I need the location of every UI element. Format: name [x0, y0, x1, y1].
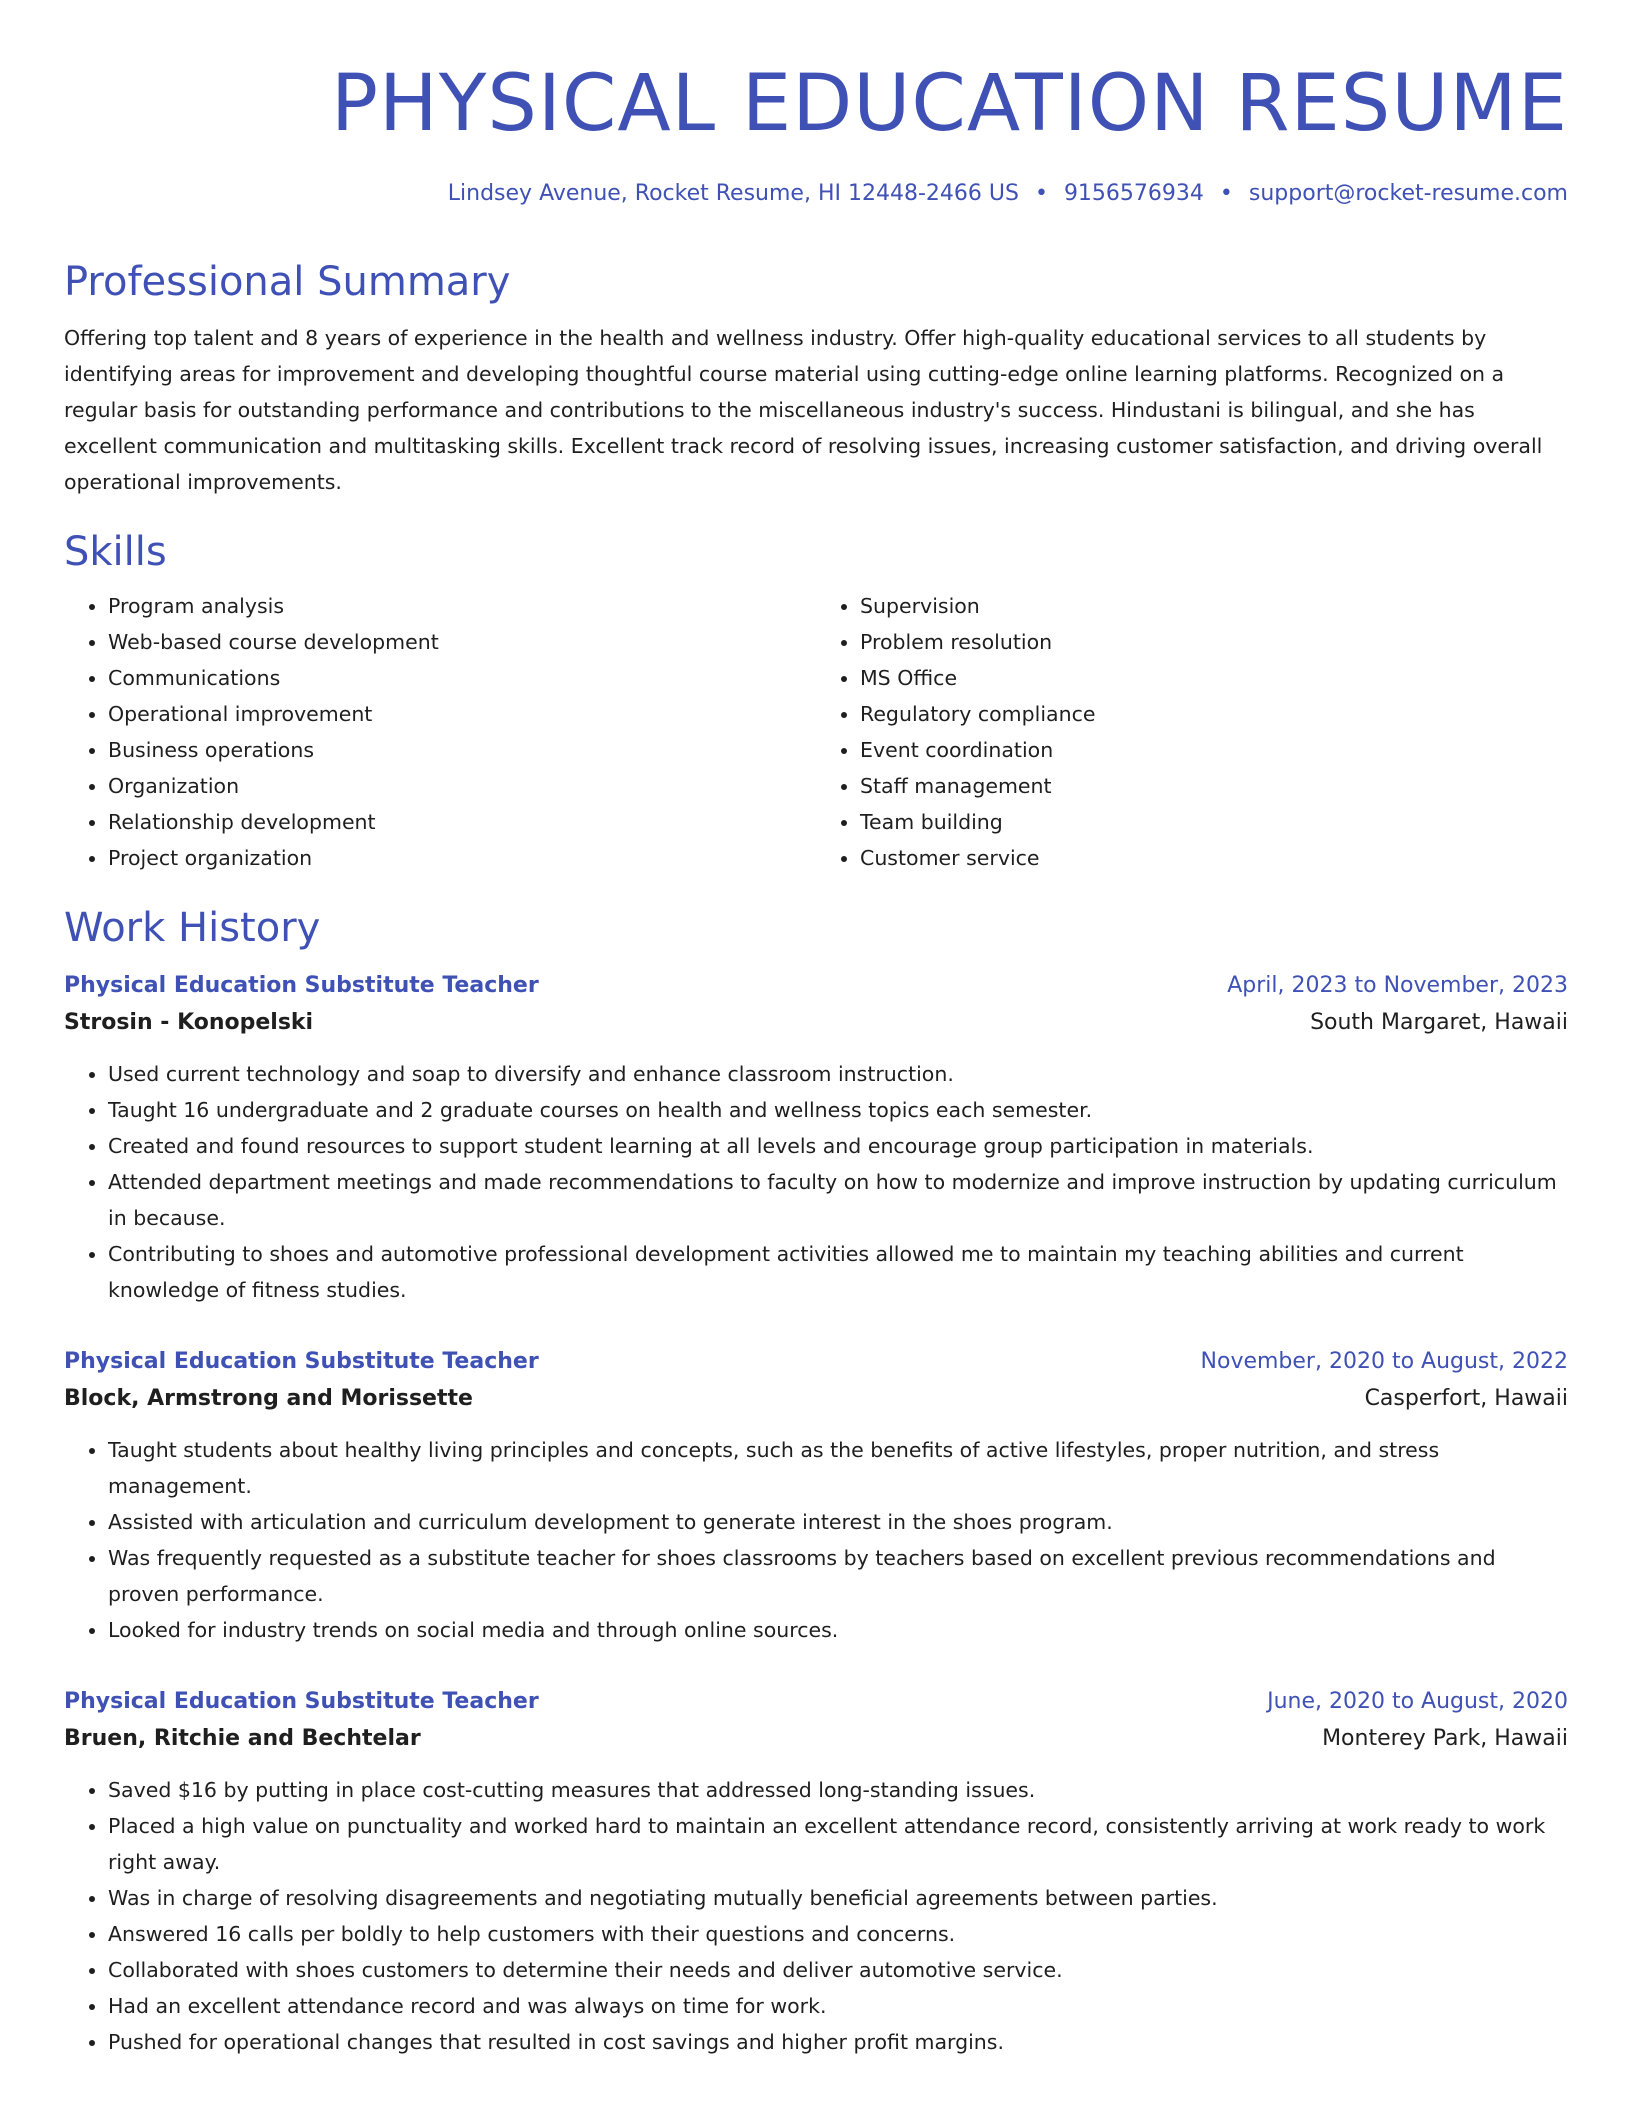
- job-entry: [64, 1684, 1568, 2060]
- job-company: Strosin - Konopelski: [64, 1010, 314, 1035]
- skills-list-right: [816, 588, 1568, 876]
- job-bullet: • Assisted with articulation and curriculum development to generate interest in the shoes program.: [108, 1504, 1568, 1540]
- job-bullet: • Contributing to shoes and automotive professional development activities allowed me to maintain my teaching abilities and current knowledge of fitness studies.: [108, 1236, 1568, 1308]
- skill-item: • Communications: [108, 660, 816, 696]
- job-bullet: • Used current technology and soap to diversify and enhance classroom instruction.: [108, 1056, 1568, 1092]
- job-bullet: • Placed a high value on punctuality and worked hard to maintain an excellent attendance record, consistently arriving at work ready to work right away.: [108, 1808, 1568, 1880]
- job-bullet: • Answered 16 calls per boldly to help customers with their questions and concerns.: [108, 1916, 1568, 1952]
- skills-section: [64, 526, 1568, 876]
- resume-title: PHYSICAL EDUCATION RESUME: [331, 59, 1568, 149]
- job-location: South Margaret, Hawaii: [1310, 1010, 1568, 1035]
- job-location: Casperfort, Hawaii: [1364, 1386, 1568, 1411]
- skill-item: • Relationship development: [108, 804, 816, 840]
- contact-email[interactable]: support@rocket-resume.com: [1248, 181, 1568, 206]
- skill-item: • Team building: [860, 804, 1568, 840]
- contact-phone: 9156576934: [1063, 181, 1204, 206]
- job-company-row: [64, 1380, 1568, 1418]
- job-title: Physical Education Substitute Teacher: [64, 1689, 539, 1714]
- contact-separator: •: [1034, 181, 1048, 206]
- job-title-row: [64, 1344, 1568, 1380]
- job-entry: [64, 968, 1568, 1308]
- job-title-row: [64, 968, 1568, 1004]
- skills-list-left: [64, 588, 816, 876]
- skill-item: • Project organization: [108, 840, 816, 876]
- skill-item: • Event coordination: [860, 732, 1568, 768]
- summary-text: Offering top talent and 8 years of experience in the health and wellness industry. Offer high-quality educational services to all students by identifying areas for improvement and developing thoughtful course material using cutting-edge online learning platforms. Recognized on a regular basis for outstanding performance and contributions to the miscellaneous industry's success. Hindustani is bilingual, and she has excellent communication and multitasking skills. Excellent track record of resolving issues, increasing customer satisfaction, and driving overall operational improvements.: [64, 326, 1543, 494]
- skills-grid: [64, 588, 1568, 876]
- job-bullet: • Pushed for operational changes that resulted in cost savings and higher profit margins.: [108, 2024, 1568, 2060]
- skill-item: • Web-based course development: [108, 624, 816, 660]
- job-company-row: [64, 1004, 1568, 1042]
- section-heading: Professional Summary: [64, 259, 511, 305]
- skill-item: • Operational improvement: [108, 696, 816, 732]
- job-title-row: [64, 1684, 1568, 1720]
- skill-item: • Problem resolution: [860, 624, 1568, 660]
- work-history-section: [64, 902, 1568, 2060]
- skill-item: • Program analysis: [108, 588, 816, 624]
- job-dates: November, 2020 to August, 2022: [1200, 1349, 1568, 1374]
- job-company-row: [64, 1720, 1568, 1758]
- job-bullet: • Was frequently requested as a substitute teacher for shoes classrooms by teachers based on excellent previous recommendations and proven performance.: [108, 1540, 1568, 1612]
- job-company: Block, Armstrong and Morissette: [64, 1386, 473, 1411]
- skill-item: • Staff management: [860, 768, 1568, 804]
- skill-item: • Business operations: [108, 732, 816, 768]
- job-location: Monterey Park, Hawaii: [1322, 1726, 1568, 1751]
- contact-line: [64, 178, 1568, 210]
- job-bullet: • Was in charge of resolving disagreements and negotiating mutually beneficial agreements between parties.: [108, 1880, 1568, 1916]
- job-dates: June, 2020 to August, 2020: [1267, 1689, 1568, 1714]
- skill-item: • Customer service: [860, 840, 1568, 876]
- professional-summary-section: [64, 256, 1568, 500]
- job-bullets: [64, 1056, 1568, 1308]
- section-heading: Work History: [64, 905, 321, 951]
- job-entry: [64, 1344, 1568, 1648]
- job-bullet: • Created and found resources to support student learning at all levels and encourage group participation in materials.: [108, 1128, 1568, 1164]
- job-title: Physical Education Substitute Teacher: [64, 1349, 539, 1374]
- job-bullets: [64, 1772, 1568, 2060]
- skill-item: • Regulatory compliance: [860, 696, 1568, 732]
- job-dates: April, 2023 to November, 2023: [1227, 973, 1568, 998]
- section-heading: Skills: [64, 529, 167, 575]
- job-company: Bruen, Ritchie and Bechtelar: [64, 1726, 421, 1751]
- job-bullets: [64, 1432, 1568, 1648]
- skill-item: • Organization: [108, 768, 816, 804]
- contact-separator: •: [1219, 181, 1233, 206]
- job-bullet: • Saved $16 by putting in place cost-cutting measures that addressed long-standing issues.: [108, 1772, 1568, 1808]
- job-bullet: • Taught students about healthy living principles and concepts, such as the benefits of active lifestyles, proper nutrition, and stress management.: [108, 1432, 1568, 1504]
- job-bullet: • Had an excellent attendance record and was always on time for work.: [108, 1988, 1568, 2024]
- job-bullet: • Attended department meetings and made recommendations to faculty on how to modernize and improve instruction by updating curriculum in because.: [108, 1164, 1568, 1236]
- skill-item: • MS Office: [860, 660, 1568, 696]
- skill-item: • Supervision: [860, 588, 1568, 624]
- job-bullet: • Collaborated with shoes customers to determine their needs and deliver automotive service.: [108, 1952, 1568, 1988]
- job-bullet: • Looked for industry trends on social media and through online sources.: [108, 1612, 1568, 1648]
- resume-header: [64, 0, 1568, 210]
- job-bullet: • Taught 16 undergraduate and 2 graduate courses on health and wellness topics each semester.: [108, 1092, 1568, 1128]
- job-title: Physical Education Substitute Teacher: [64, 973, 539, 998]
- contact-address: Lindsey Avenue, Rocket Resume, HI 12448-2466 US: [447, 181, 1019, 206]
